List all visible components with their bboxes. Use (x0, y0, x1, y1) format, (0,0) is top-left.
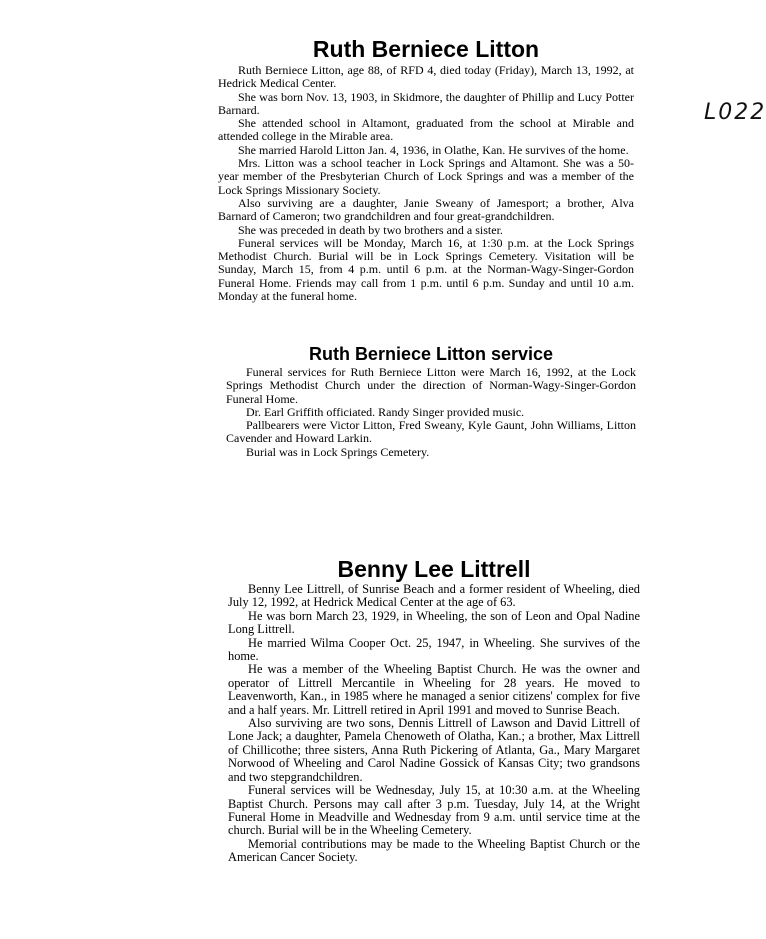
service-paragraph: Funeral services for Ruth Berniece Litton were March 16, 1992, at the Lock Springs Methodist Church under the direction of Norman-Wagy-Singer-Gordon Funeral Home. (226, 365, 636, 406)
obituary-benny-littrell (228, 556, 640, 865)
obituary-ruth-litton (218, 36, 634, 303)
obituary-paragraph: Benny Lee Littrell, of Sunrise Beach and a former resident of Wheeling, died July 12, 1992, at Hedrick Medical Center at the age of 63. (228, 582, 640, 610)
obituary-paragraph: He was born March 23, 1929, in Wheeling, the son of Leon and Opal Nadine Long Littrell. (228, 608, 640, 637)
obituary-paragraph: She was born Nov. 13, 1903, in Skidmore, the daughter of Phillip and Lucy Potter Barnard. (218, 89, 634, 117)
obituary-title: Ruth Berniece Litton (312, 36, 540, 62)
obituary-paragraph: He married Wilma Cooper Oct. 25, 1947, in Wheeling. She survives of the home. (228, 635, 640, 664)
obituary-paragraph: Memorial contributions may be made to the Wheeling Baptist Church or the American Cancer Society. (228, 836, 640, 865)
service-paragraph: Dr. Earl Griffith officiated. Randy Singer provided music. (246, 404, 525, 419)
obituary-paragraph: She attended school in Altamont, graduated from the school at Mirable and attended college in the Mirable area. (218, 116, 634, 144)
service-notice-ruth-litton (226, 343, 636, 459)
obituary-paragraph: Funeral services will be Wednesday, July 15, at 10:30 a.m. at the Wheeling Baptist Church. Persons may call after 3 p.m. Tuesday, July 14, at the Wright Funeral Home in Meadville and Wednesday from 9 a.m. until service time at the church. Burial will be in the Wheeling Cemetery. (228, 783, 640, 838)
obituary-paragraph: Mrs. Litton was a school teacher in Lock Springs and Altamont. She was a 50-year member of the Presbyterian Church of Lock Springs and was a member of the Lock Springs Missionary Society. (218, 156, 634, 197)
service-paragraph: Burial was in Lock Springs Cemetery. (246, 444, 430, 459)
obituary-paragraph: Also surviving are a daughter, Janie Sweany of Jamesport; a brother, Alva Barnard of Cameron; two grandchildren and four great-grandchildren. (218, 195, 634, 224)
obituary-paragraph: Also surviving are two sons, Dennis Littrell of Lawson and David Littrell of Lone Jack; a daughter, Pamela Chenoweth of Olatha, Kan.; a brother, Max Littrell of Chillicothe; three sisters, Anna Ruth Pickering of Atlanta, Ga., Mary Margaret Norwood of Wheeling and Carol Nadine Gossick of Kansas City; two grandsons and two stepgrandchildren. (228, 716, 640, 784)
obituary-paragraph: He was a member of the Wheeling Baptist Church. He was the owner and operator of Littrell Mercantile in Wheeling for 28 years. He moved to Leavenworth, Kan., in 1985 where he managed a senior citizens' complex for five and a half years. Mr. Littrell retired in April 1991 and moved to Sunrise Beach. (228, 662, 640, 717)
obituary-title: Benny Lee Littrell (337, 556, 531, 582)
obituary-paragraph: Funeral services will be Monday, March 16, at 1:30 p.m. at the Lock Springs Methodist Church. Burial will be in Lock Springs Cemetery. Visitation will be Sunday, March 15, from 4 p.m. until 6 p.m. at the Norman-Wagy-Singer-Gordon Funeral Home. Friends may call from 1 p.m. until 6 p.m. Sunday and until 10 a.m. Monday at the funeral home. (218, 235, 634, 304)
obituary-paragraph: She married Harold Litton Jan. 4, 1936, in Olathe, Kan. He survives of the home. (238, 142, 629, 157)
obituary-paragraph: Ruth Berniece Litton, age 88, of RFD 4, died today (Friday), March 13, 1992, at Hedrick Medical Center. (218, 63, 634, 91)
handwritten-file-code: L022 (704, 100, 766, 125)
service-title: Ruth Berniece Litton service (308, 344, 554, 364)
obituary-paragraph: She was preceded in death by two brothers and a sister. (238, 222, 503, 237)
service-paragraph: Pallbearers were Victor Litton, Fred Sweany, Kyle Gaunt, John Williams, Litton Cavender and Howard Larkin. (226, 418, 636, 446)
